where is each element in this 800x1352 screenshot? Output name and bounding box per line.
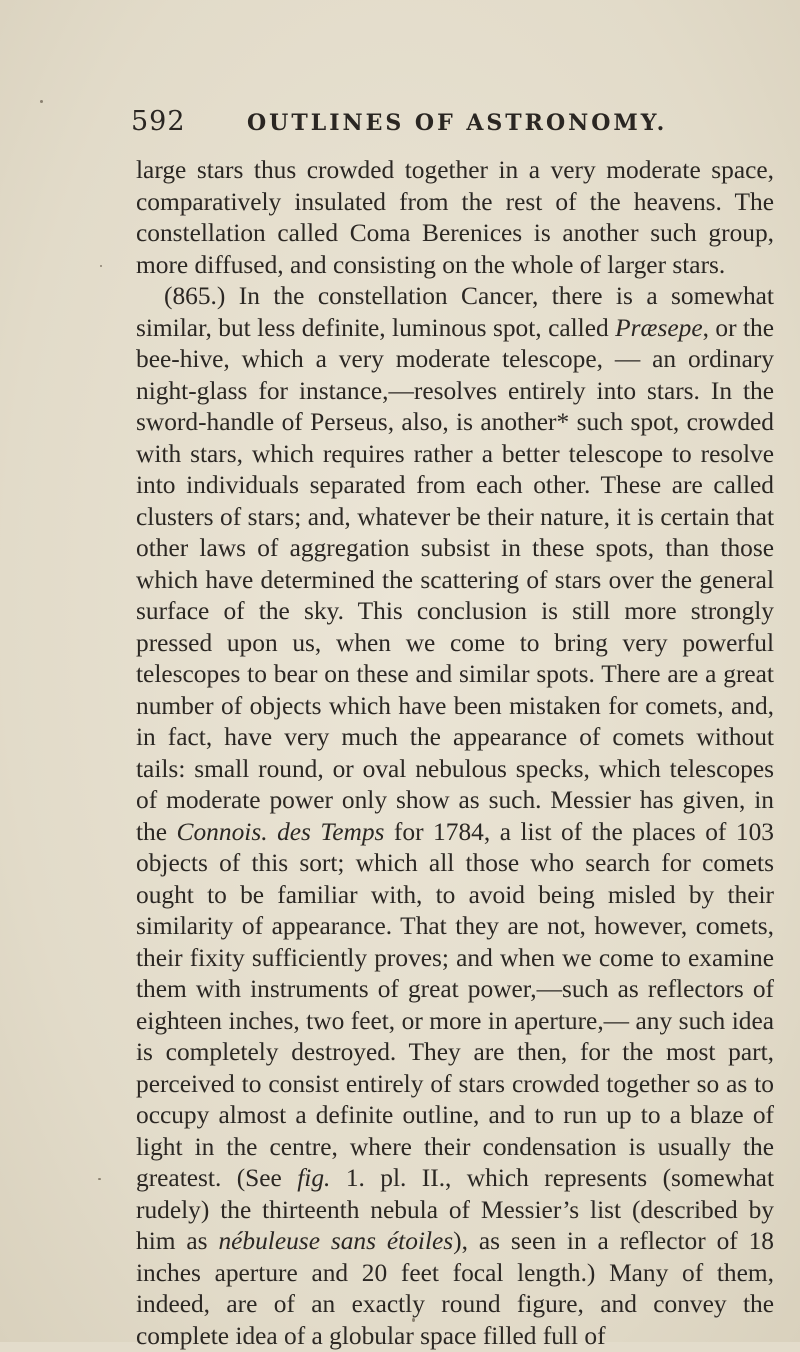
paper-speck bbox=[40, 100, 43, 103]
text-segment: (865.) In the constellation Cancer, there is a somewhat similar, but less definite, luminous spot, called bbox=[136, 282, 774, 342]
running-title: OUTLINES OF ASTRONOMY. bbox=[247, 110, 668, 136]
italic-title-connois: Connois. des Temps bbox=[176, 817, 385, 846]
page-header bbox=[131, 106, 771, 146]
text-segment: 1. pl. II., which represents (somewhat rudely) the thirteenth nebula of Messier’s list (described by him as bbox=[136, 1164, 775, 1255]
text-segment: , or the bee-hive, which a very moderate telescope, — an ordinary night-glass for instance,—resolves entirely into stars. In the sword-handle of Perseus, also, is another* such spot, crowded with stars, which requires rather a better telescope to resolve into individuals separated from each other. These are called clusters of stars; and, whatever be their nature, it is certain that other laws of aggregation subsist in these spots, than those which have determined the scattering of stars over the general surface of the sky. This conclusion is still more strongly pressed upon us, when we come to bring very powerful telescopes to bear on these and similar spots. There are a great number of objects which have been mistaken for comets, and, in fact, have very much the appearance of comets without tails: small round, or oval nebulous specks, which telescopes of moderate power only show as such. Messier has given, in the bbox=[136, 313, 774, 846]
text-segment: large stars thus crowded together in a very moderate space, comparatively insulated from the rest of the heavens. The constellation called Coma Berenices is another such group, more diffused, and consisting on the whole of larger stars. bbox=[136, 156, 774, 279]
page-number: 592 bbox=[131, 106, 186, 137]
italic-term-praesepe: Præsepe bbox=[615, 313, 703, 342]
paper-speck bbox=[98, 1178, 101, 1180]
body-text bbox=[136, 155, 774, 1352]
italic-term-nebuleuse: nébuleuse sans étoiles bbox=[218, 1227, 454, 1255]
paper-speck bbox=[412, 1318, 415, 1322]
text-segment: ), as seen in a reflector of 18 inches aperture and 20 feet focal length.) Many of them, indeed, are of an exactly round figure, and convey the complete idea of a globular space filled full of bbox=[136, 1227, 774, 1350]
paragraph-865 bbox=[136, 281, 774, 1352]
paragraph-1 bbox=[136, 155, 774, 281]
text-segment: for 1784, a list of the places of 103 objects of this sort; which all those who search for comets ought to be familiar with, to avoid being misled by their similarity of appearance. That they are not, however, comets, their fixity sufficiently proves; and when we come to examine them with instruments of great power,—such as reflectors of eighteen inches, two feet, or more in aperture,— any such idea is completely destroyed. They are then, for the most part, perceived to consist entirely of stars crowded together so as to occupy almost a definite outline, and to run up to a blaze of light in the centre, where their condensation is usually the greatest. (See bbox=[136, 817, 774, 1192]
italic-abbrev-fig: fig. bbox=[297, 1164, 331, 1192]
paper-speck bbox=[100, 265, 102, 267]
